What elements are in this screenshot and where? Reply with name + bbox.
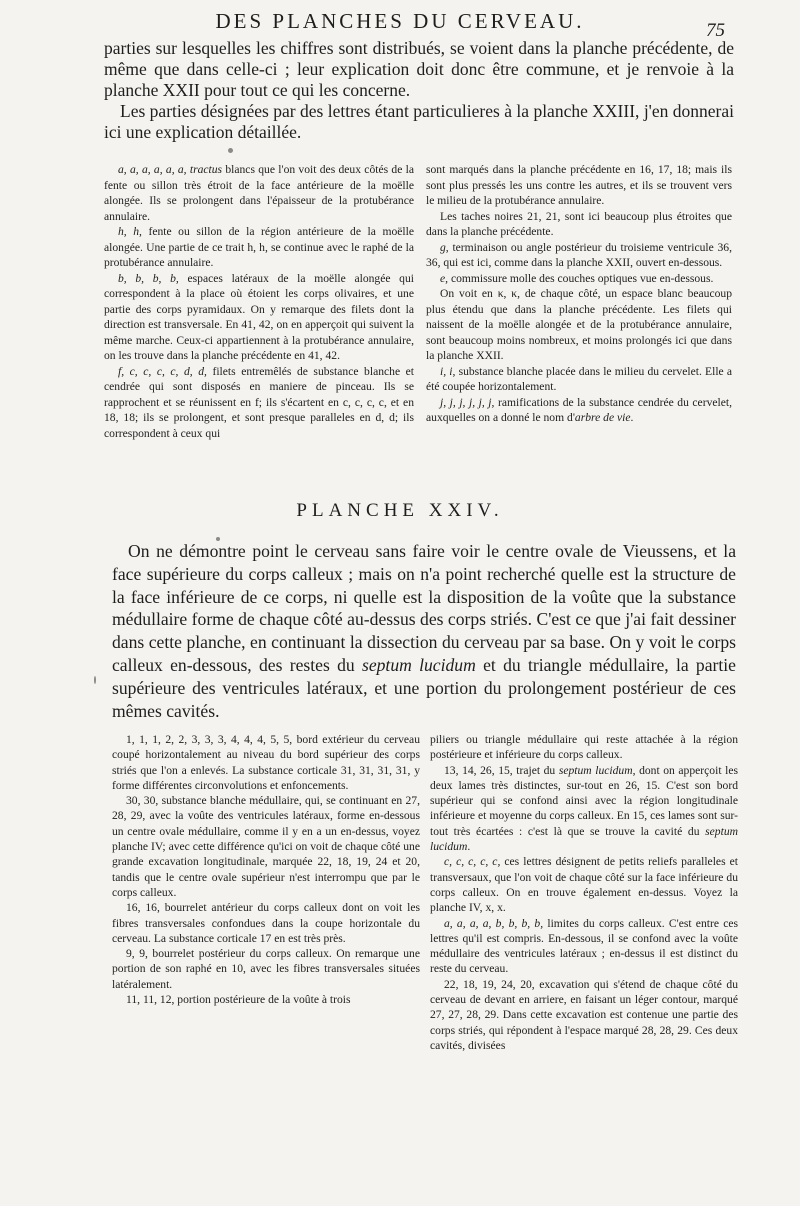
legend-entry — [426, 271, 732, 287]
entry-text: substance blanche placée dans le milieu du cervelet. Elle a été coupée horizontalement. — [426, 364, 732, 393]
intro-paragraph-1: parties sur lesquelles les chiffres sont distribués, se voient dans la planche précédente, de même que dans celle-ci ; leur explication doit donc être commune, et je renvoie à la planche XXII pour tout ce qui les concerne. — [104, 38, 734, 100]
entry-term: septum lucidum — [558, 763, 633, 777]
legend-entry: 11, 11, 12, portion postérieure de la voûte à trois — [126, 993, 351, 1007]
ink-speck — [228, 148, 233, 153]
legend-entry — [104, 162, 414, 224]
entry-text: ces lettres désignent de petits reliefs paralleles et transversaux, que l'on voit de chaque côté sur la face inférieure du corps calleux. On en trouve également en-dessus. Voyez la planche IV, x, x. — [430, 855, 738, 915]
legend-entry: 30, 30, substance blanche médullaire, qui, se continuant en 27, 28, 29, avec la voûte des ventricules latéraux, forme en-dessous un centre ovale médullaire, comme il y en a un en-dessus, voyez planche IV; avec cette différence qu'ici on voit de chaque côté une grande excavation longitudinale, marquée 22, 18, 19, 24 et 20, tandis que le centre ovale supérieur n'est interrompu que par le corps calleux. — [112, 794, 420, 899]
entry-letters: f, c, c, c, c, d, d, — [118, 364, 207, 378]
legend-entry: piliers ou triangle médullaire qui reste attachée à la région postérieure et inférieure du corps calleux. — [430, 733, 738, 762]
entry-text: ramifications de la substance cendrée du cervelet, auxquelles on a donné le nom d' — [426, 395, 732, 424]
legend-entry: On voit en κ, κ, de chaque côté, un espace blanc beaucoup plus étendu que dans la planche précédente. Les filets qui naissent de la moëlle alongée et de la protubérance annulaire, sont beaucoup moins nombreux, et moins prolongés ici que dans la planche XXII. — [426, 287, 732, 362]
legend-entry — [426, 395, 732, 426]
entry-term: arbre de vie — [574, 411, 631, 424]
entry-term: tractus — [189, 163, 223, 176]
legend-entry: 9, 9, bourrelet postérieur du corps calleux. On remarque une portion de son raphé en 10, avec les fibres transversales situées latéralement. — [112, 947, 420, 991]
entry-text: espaces latéraux de la moëlle alongée qui correspondent à la place où étoient les corps olivaires, et une partie des corps pyramidaux. On y remarque des filets dont la direction est transversale. En 41, 42, on en apperçoit qui suivent la même marche. Ceux-ci appartiennent à la protubérance annulaire, on les trouve dans la planche précédente en 41, 42. — [104, 271, 414, 362]
entry-text-end: . — [630, 411, 634, 424]
entry-letters: b, b, b, b, — [118, 271, 179, 285]
page-number: 75 — [706, 20, 725, 41]
body-text: On ne démontre point le cerveau sans faire voir le centre ovale de Vieussens, et la face supérieure du corps calleux ; mais on n'a point recherché quelle est la structure de la face inférieure de ce corps, ni quelle est la disposition de la voûte que la substance médullaire forme de chaque côté au-dessus des corps striés. C'est ce que j'ai fait dessiner dans cette planche, en continuant la dissection du cerveau par sa base. On y voit le corps calleux en-dessous, des restes du — [112, 541, 736, 675]
entry-text: limites du corps calleux. C'est entre ces lettres qu'il est compris. En-dessous, il se confond avec la voûte médullaire des ventricules latéraux ; en-dessus il est distinct du reste du cerveau. — [430, 916, 738, 976]
column-bottom-right — [430, 732, 738, 1053]
entry-letters: a, a, a, a, b, b, b, b, — [444, 916, 544, 930]
column-top-left — [104, 162, 414, 441]
entry-text: fente ou sillon de la région antérieure de la moëlle alongée. Une partie de ce trait h, h, se continue avec le raphé de la protubérance annulaire. — [104, 225, 414, 269]
entry-letters: c, c, c, c, c, — [444, 855, 501, 869]
legend-entry — [430, 763, 738, 855]
body-term: septum lucidum — [361, 654, 476, 675]
intro-paragraph-2: Les parties désignées par des lettres étant particulieres à la planche XXIII, j'en donnerai ici une explication détaillée. — [104, 101, 734, 142]
entry-text: filets entremêlés de substance blanche et cendrée qui sont disposés en maniere de pinceau. Ils se rapprochent et se réunissent en f; ils s'écartent en c, c, c, c, et en 18, 18; ils se prolongent, et sont presque paralleles en d, d; ils correspondent à ceux qui — [104, 364, 415, 440]
legend-entry — [430, 854, 738, 915]
legend-entry: 16, 16, bourrelet antérieur du corps calleux dont on voit les fibres transversales confondues dans la coupe horizontale du cerveau. La substance corticale 17 en est très près. — [112, 901, 420, 945]
legend-entry — [104, 364, 414, 442]
entry-term: septum lucidum — [430, 824, 738, 854]
entry-text-end: . — [467, 840, 471, 854]
intro-paragraphs — [104, 38, 734, 143]
entry-letters: e, — [440, 271, 449, 285]
ink-speck — [216, 537, 220, 541]
running-title: DES PLANCHES DU CERVEAU. — [215, 9, 585, 33]
legend-entry: 1, 1, 1, 2, 2, 3, 3, 3, 4, 4, 4, 5, 5, bord extérieur du cerveau coupé horizontalement au niveau du bord supérieur des corps striés que l'on a enlevés. La substance corticale 31, 31, 31, 31, y forme différentes circonvolutions et enfoncements. — [112, 733, 420, 792]
entry-letters: h, h, — [118, 225, 142, 238]
legend-entry: Les taches noires 21, 21, sont ici beaucoup plus étroites que dans la planche précédente. — [426, 209, 732, 238]
legend-entry — [430, 916, 738, 977]
entry-letters: i, i, — [440, 364, 456, 378]
legend-entry — [104, 271, 414, 364]
legend-entry — [426, 364, 732, 395]
entry-text: commissure molle des couches optiques vue en-dessous. — [448, 271, 714, 285]
column-top-right — [426, 162, 732, 426]
legend-entry: 22, 18, 19, 24, 20, excavation qui s'étend de chaque côté du cerveau de devant en arriere, en faisant un léger contour, marqué 27, 27, 28, 29. Dans cette excavation est contenue une partie des corps striés, qui répondent à l'espace marqué 28, 28, 29. Ces deux cavités, divisées — [430, 977, 738, 1052]
entry-letters: g, — [440, 240, 449, 254]
entry-letters: j, j, j, j, j, j, — [440, 395, 495, 409]
entry-text: terminaison ou angle postérieur du troisieme ventricule 36, 36, qui est ici, comme dans la planche XXII, ouvert en-dessous. — [426, 240, 732, 269]
entry-letters: a, a, a, a, a, a, — [118, 163, 187, 176]
legend-entry — [104, 224, 414, 271]
body-text-end: et du triangle médullaire, la partie supérieure des ventricules latéraux, et une portion du prolongement postérieur de ces mêmes cavités. — [112, 654, 736, 721]
ink-speck — [94, 676, 96, 684]
section-title: PLANCHE XXIV. — [296, 500, 504, 521]
entry-text: blancs que l'on voit des deux côtés de la fente ou sillon très étroit de la face antérieure de la moëlle alongée. Ils se prolongent dans l'épaisseur de la protubérance annulaire. — [104, 163, 414, 223]
section-body — [112, 540, 736, 722]
legend-entry: sont marqués dans la planche précédente en 16, 17, 18; mais ils sont plus pressés les uns contre les autres, et ils se trouvent vers le milieu de la protubérance annulaire. — [426, 163, 732, 207]
entry-text: 13, 14, 26, 15, trajet du — [444, 763, 559, 777]
entry-text-mid: , dont on apperçoit les deux lames très distinctes, sur-tout en 26, 15. C'est son bord supérieur qui se confond ainsi avec la région longitudinale inférieure et moyenne du corps calleux. En 15, ces lames sont sur-tout très écartées : c'est là que se trouve la cavité du — [430, 763, 738, 838]
legend-entry — [426, 240, 732, 271]
column-bottom-left — [112, 732, 420, 1007]
